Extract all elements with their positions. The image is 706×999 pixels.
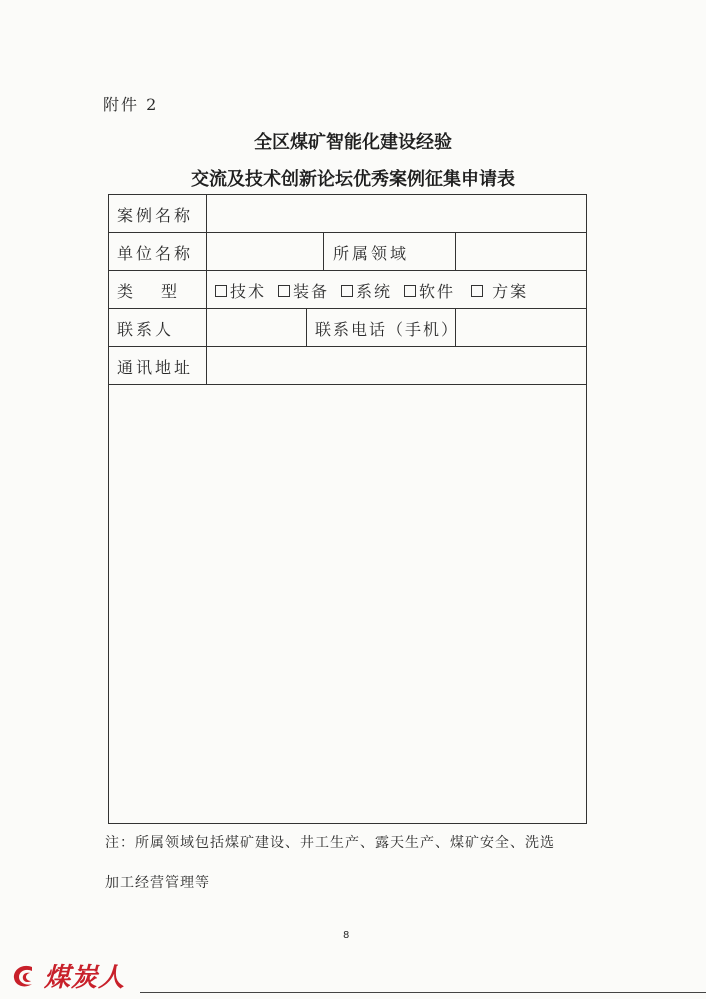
unit-name-label: 单位名称 [117, 244, 194, 263]
column-divider [206, 233, 207, 270]
form-title-line1: 全区煤矿智能化建设经验 [254, 132, 452, 153]
address-label: 通讯地址 [117, 358, 194, 377]
type-option-system[interactable]: 系统 [341, 279, 392, 302]
column-divider [455, 233, 456, 270]
column-divider [206, 195, 207, 232]
bottom-rule [140, 992, 706, 993]
row-type [109, 271, 586, 309]
watermark-logo [10, 957, 125, 994]
row-case-name [109, 195, 586, 233]
page-number: 8 [343, 930, 350, 941]
type-option-solution[interactable]: 方案 [471, 279, 528, 302]
checkbox-icon[interactable] [341, 285, 353, 297]
type-option-equipment[interactable]: 装备 [278, 279, 329, 302]
column-divider [323, 233, 324, 270]
form-title-line2: 交流及技术创新论坛优秀案例征集申请表 [191, 169, 515, 190]
type-option-software[interactable]: 软件 [404, 279, 455, 302]
case-content-area[interactable] [109, 385, 586, 823]
attachment-label: 附件 2 [103, 95, 159, 114]
column-divider [206, 309, 207, 346]
row-contact [109, 309, 586, 347]
case-name-label: 案例名称 [117, 206, 194, 225]
note-line2: 加工经营管理等 [105, 875, 210, 891]
row-address [109, 347, 586, 385]
checkbox-icon[interactable] [404, 285, 416, 297]
type-label: 类 型 [117, 282, 184, 301]
checkbox-icon[interactable] [215, 285, 227, 297]
checkbox-icon[interactable] [278, 285, 290, 297]
column-divider [306, 309, 307, 346]
row-unit-name [109, 233, 586, 271]
logo-swirl-icon [10, 961, 40, 991]
note-line1: 注：所属领域包括煤矿建设、井工生产、露天生产、煤矿安全、洗选 [105, 835, 555, 851]
contact-label: 联系人 [117, 320, 175, 339]
type-options [215, 279, 540, 302]
phone-label: 联系电话（手机） [315, 320, 460, 339]
field-label: 所属领域 [333, 244, 410, 263]
column-divider [206, 271, 207, 308]
type-option-tech[interactable]: 技术 [215, 279, 266, 302]
column-divider [206, 347, 207, 384]
logo-text: 煤炭人 [44, 963, 126, 993]
checkbox-icon[interactable] [471, 285, 483, 297]
application-form-table [108, 194, 587, 824]
